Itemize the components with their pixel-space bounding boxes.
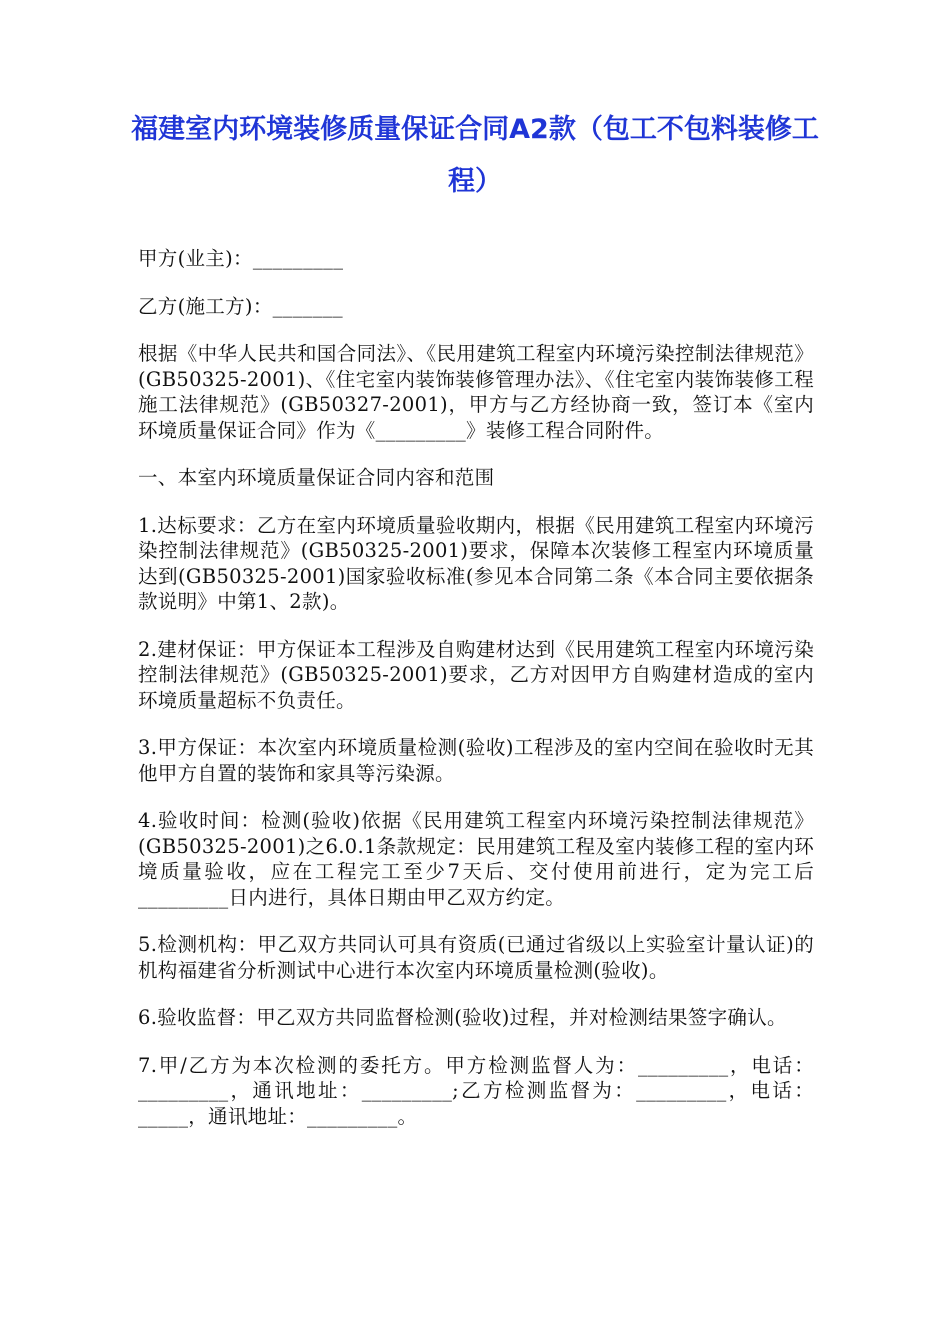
document-title: 福建室内环境装修质量保证合同A2款（包工不包料装修工程） — [131, 114, 819, 197]
clause-3: 3.甲方保证：本次室内环境质量检测(验收)工程涉及的室内空间在验收时无其他甲方自置的装饰和家具等污染源。 — [138, 736, 814, 785]
clause-4: 4.验收时间：检测(验收)依据《民用建筑工程室内环境污染控制法律规范》(GB50325-2001)之6.0.1条款规定：民用建筑工程及室内装修工程的室内环境质量验收，应在工程完工至少7天后、交付使用前进行，定为完工后_________日内进行，具体日期由甲乙双方约定。 — [138, 809, 814, 909]
preamble-paragraph: 根据《中华人民共和国合同法》、《民用建筑工程室内环境污染控制法律规范》(GB50325-2001)、《住宅室内装饰装修管理办法》、《住宅室内装饰装修工程施工法律规范》(GB50327-2001)，甲方与乙方经协商一致，签订本《室内环境质量保证合同》作为《_________》装修工程合同附件。 — [138, 342, 814, 442]
clause-2: 2.建材保证：甲方保证本工程涉及自购建材达到《民用建筑工程室内环境污染控制法律规范》(GB50325-2001)要求，乙方对因甲方自购建材造成的室内环境质量超标不负责任。 — [138, 637, 814, 712]
clause-1: 1.达标要求：乙方在室内环境质量验收期内，根据《民用建筑工程室内环境污染控制法律规范》(GB50325-2001)要求，保障本次装修工程室内环境质量达到(GB50325-2001)国家验收标准(参见本合同第二条《本合同主要依据条款说明》中第1、2款)。 — [138, 513, 814, 613]
clause-6: 6.验收监督：甲乙双方共同监督检测(验收)过程，并对检测结果签字确认。 — [138, 1006, 787, 1029]
party-b-line: 乙方(施工方)：_______ — [138, 294, 343, 318]
document-body — [138, 246, 814, 1151]
party-a-line: 甲方(业主)：_________ — [138, 247, 344, 270]
section-heading: 一、本室内环境质量保证合同内容和范围 — [138, 466, 495, 489]
clause-5: 5.检测机构：甲乙双方共同认可具有资质(已通过省级以上实验室计量认证)的机构福建省分析测试中心进行本次室内环境质量检测(验收)。 — [138, 933, 814, 982]
clause-7: 7.甲/乙方为本次检测的委托方。甲方检测监督人为：_________，电话：_________，通讯地址：_________;乙方检测监督为：_________，电话：_____，通讯地址：_________。 — [138, 1053, 814, 1128]
